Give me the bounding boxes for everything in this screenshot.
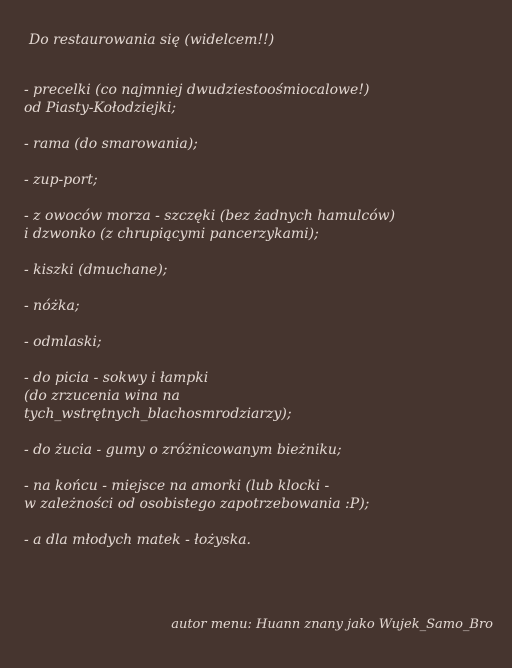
menu-item: - a dla młodych matek - łożyska. [24, 532, 252, 548]
menu-item: - rama (do smarowania); [24, 136, 198, 152]
menu-title: Do restaurowania się (widelcem!!) [29, 32, 275, 48]
menu-items-list [24, 81, 504, 549]
menu-item: - nóżka; [24, 298, 80, 314]
menu-item: - z owoców morza - szczęki (bez żadnych hamulców) i dzwonko (z chrupiącymi pancerzykami); [24, 208, 396, 242]
menu-item: - do picia - sokwy i łampki (do zrzucenia wina na tych_wstrętnych_blachosmrodziarzy); [24, 370, 292, 422]
menu-item: - na końcu - miejsce na amorki (lub klocki - w zależności od osobistego zapotrzebowania :P); [24, 478, 370, 512]
menu-item: - kiszki (dmuchane); [24, 262, 168, 278]
menu-author-footer: autor menu: Huann znany jako Wujek_Samo_Bro [171, 617, 493, 632]
menu-item: - odmlaski; [24, 334, 102, 350]
menu-item: - zup-port; [24, 172, 98, 188]
menu-item: - do żucia - gumy o zróżnicowanym bieżniku; [24, 442, 342, 458]
menu-item: - precelki (co najmniej dwudziestoośmiocalowe!) od Piasty-Kołodziejki; [24, 82, 370, 116]
